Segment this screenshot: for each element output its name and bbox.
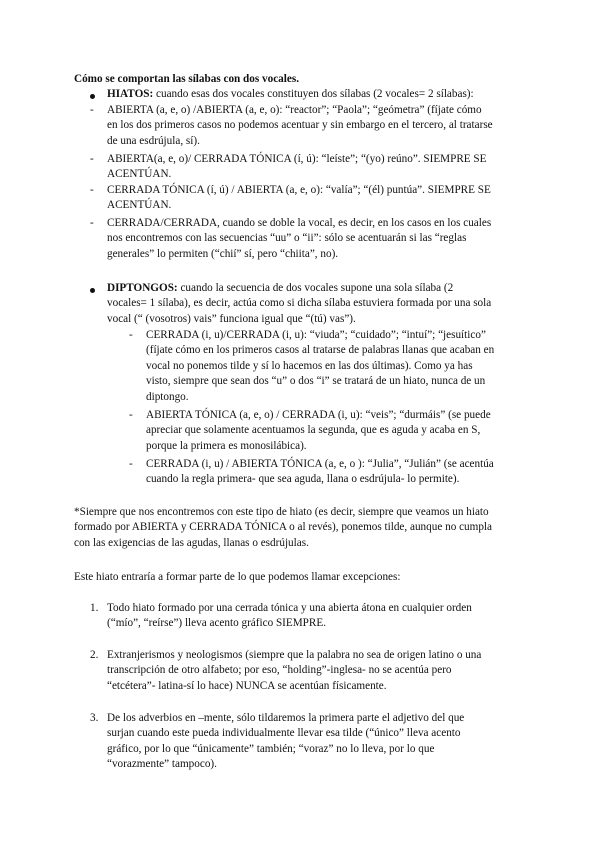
diptongos-heading bbox=[107, 281, 491, 296]
exceptions-intro: Este hiato entraría a formar parte de lo que podemos llamar excepciones: bbox=[74, 571, 401, 583]
line: vocal no ponemos tilde y sí lo hacemos en las dos últimas). Como ya has bbox=[146, 359, 473, 372]
line: diptongo. bbox=[146, 390, 189, 403]
line: (fíjate cómo en los primeros casos al tratarse de palabras llanas que acaban en bbox=[146, 344, 495, 357]
hiatos-label: HIATOS: bbox=[107, 88, 154, 100]
line: Todo hiato formado por una cerrada tónica y una abierta átona en cualquier orden bbox=[107, 602, 472, 614]
line: de una esdrújula, sí). bbox=[107, 134, 200, 147]
line: CERRADA TÓNICA (í, ú) / ABIERTA (a, e, o): “valía”; “(él) puntúa”. SIEMPRE SE bbox=[107, 184, 491, 196]
line: con las exigencias de las agudas, llanas o esdrújulas. bbox=[74, 536, 309, 549]
line: CERRADA/CERRADA, cuando se doble la vocal, es decir, en los casos en los cuales bbox=[107, 217, 492, 229]
diptongos-first: cuando la secuencia de dos vocales supone una sola sílaba (2 bbox=[177, 282, 454, 294]
document-title: Cómo se comportan las sílabas con dos vocales. bbox=[74, 73, 299, 85]
bullet-dot bbox=[90, 288, 95, 293]
dash-marker: - bbox=[129, 329, 133, 341]
line: (“mío”, “reírse”) lleva acento gráfico SIEMPRE. bbox=[107, 617, 326, 630]
hiatos-item-4 bbox=[107, 216, 491, 262]
exception-item-1 bbox=[107, 601, 472, 632]
line: porque la primera es monosilábica). bbox=[146, 439, 307, 452]
hiatos-item-2 bbox=[107, 152, 486, 183]
dash-marker: - bbox=[129, 409, 133, 421]
line: generales” lo permiten (“chií” sí, pero “chiita”, no). bbox=[107, 247, 339, 260]
exception-item-2 bbox=[107, 648, 481, 694]
line: formado por ABIERTA y CERRADA TÓNICA o al revés), ponemos tilde, aunque no cumpla bbox=[74, 521, 493, 534]
line: ABIERTA TÓNICA (a, e, o) / CERRADA (i, u): “veis”; “durmáis” (se puede bbox=[146, 409, 491, 421]
line: De los adverbios en –mente, sólo tildaremos la primera parte el adjetivo del que bbox=[107, 712, 465, 724]
line: ABIERTA(a, e, o)/ CERRADA TÓNICA (í, ú): “leíste”; “(yo) reúno”. SIEMPRE SE bbox=[107, 153, 487, 165]
line: vocales= 1 sílaba), es decir, actúa como si dicha sílaba estuviera formada por una sola bbox=[107, 297, 492, 310]
line: surjan cuando este pueda individualmente llevar esa tilde (“único” lleva acento bbox=[107, 727, 461, 740]
bullet-dot bbox=[90, 94, 95, 99]
list-number: 2. bbox=[90, 649, 99, 661]
line: ABIERTA (a, e, o) /ABIERTA (a, e, o): “reactor”; “Paola”; “geómetra” (fíjate cómo bbox=[107, 104, 482, 116]
diptongos-label: DIPTONGOS: bbox=[107, 282, 178, 294]
line: CERRADA (i, u) / ABIERTA TÓNICA (a, e, o ): “Julia”, “Julián” (se acentúa bbox=[146, 458, 494, 470]
hiatos-text: cuando esas dos vocales constituyen dos sílabas (2 vocales= 2 sílabas): bbox=[153, 88, 474, 100]
list-number: 3. bbox=[90, 712, 99, 724]
line: vocal (“ (vosotros) vais” funciona igual que “(tú) vas”). bbox=[107, 312, 356, 325]
line: transcripción de otro alfabeto; por eso, “holding”-inglesa- no se acentúa pero bbox=[107, 664, 452, 677]
hiatos-item-3 bbox=[107, 183, 491, 214]
dash-marker: - bbox=[90, 104, 94, 116]
line: nos encontremos con las secuencias “uu” o “ii”: sólo se acentuarán si las “reglas bbox=[107, 232, 467, 245]
diptongos-item-3 bbox=[146, 457, 494, 488]
line: cuando la regla primera- que sea aguda, llana o esdrújula- lo permite). bbox=[146, 473, 460, 486]
diptongos-item-2 bbox=[146, 408, 491, 454]
dash-marker: - bbox=[90, 217, 94, 229]
hiatos-item-1 bbox=[107, 103, 493, 149]
line: CERRADA (i, u)/CERRADA (i, u): “viuda”; “cuidado”; “intuí”; “jesuítico” bbox=[146, 329, 486, 341]
dash-marker: - bbox=[129, 458, 133, 470]
line: “vorazmente” tampoco). bbox=[107, 758, 217, 771]
dash-marker: - bbox=[90, 184, 94, 196]
hiatos-heading bbox=[107, 87, 474, 102]
exception-item-3 bbox=[107, 711, 464, 773]
line: “etcétera”- latina-sí lo hace) NUNCA se acentúan físicamente. bbox=[107, 679, 387, 692]
line: *Siempre que nos encontremos con este tipo de hiato (es decir, siempre que veamos un hiato bbox=[74, 506, 489, 518]
line: gráfico, por lo que “únicamente” también; “voraz” no lo lleva, por lo que bbox=[107, 742, 435, 755]
diptongos-block bbox=[107, 281, 491, 327]
dash-marker: - bbox=[90, 153, 94, 165]
line: visto, siempre que sean dos “u” o dos “i” se tratará de un hiato, nunca de un bbox=[146, 375, 486, 388]
line: en los dos primeros casos no podemos acentuar y sin embargo en el tercero, al tratarse bbox=[107, 119, 493, 132]
diptongos-item-1 bbox=[146, 328, 494, 405]
line: apreciar que solamente acentuamos la segunda, que es aguda y acaba en S, bbox=[146, 424, 481, 437]
note-paragraph bbox=[74, 505, 492, 551]
line: ACENTÚAN. bbox=[107, 168, 172, 181]
list-number: 1. bbox=[90, 602, 99, 614]
line: ACENTÚAN. bbox=[107, 199, 172, 212]
line: Extranjerismos y neologismos (siempre que la palabra no sea de origen latino o una bbox=[107, 649, 482, 661]
